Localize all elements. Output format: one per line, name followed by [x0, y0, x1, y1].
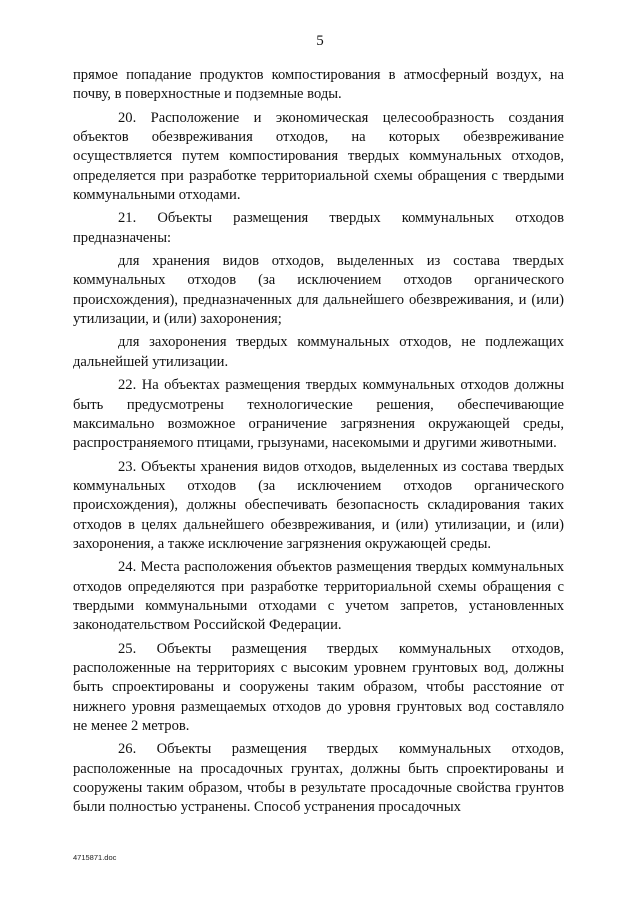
file-name-footer: 4715871.doc	[73, 853, 117, 862]
paragraph-item-21-storage: для хранения видов отходов, выделенных из состава твердых коммунальных отходов (за исключением отходов органического происхождения), предназначенных для дальнейшего обезвреживания, и (или) утилизации, и (или) захоронения;	[73, 253, 564, 328]
paragraph-continuation: прямое попадание продуктов компостирования в атмосферный воздух, на почву, в поверхностные и подземные воды.	[73, 67, 564, 103]
paragraph-item-22: 22. На объектах размещения твердых коммунальных отходов должны быть предусмотрены технологические решения, обеспечивающие максимально возможное ограничение загрязнения окружающей среды, распространяемого птицами, грызунами, насекомыми и другими животными.	[73, 377, 564, 452]
paragraph-item-25: 25. Объекты размещения твердых коммунальных отходов, расположенные на территориях с высоким уровнем грунтовых вод, должны быть спроектированы и сооружены таким образом, чтобы расстояние от нижнего уровня размещаемых отходов до уровня грунтовых вод составляло не менее 2 метров.	[73, 640, 564, 734]
document-body	[73, 66, 564, 818]
paragraph-item-21-burial: для захоронения твердых коммунальных отходов, не подлежащих дальнейшей утилизации.	[73, 334, 564, 370]
paragraph-item-23: 23. Объекты хранения видов отходов, выделенных из состава твердых коммунальных отходов (за исключением отходов органического происхождения), должны обеспечивать безопасность складирования таких отходов в целях дальнейшего обезвреживания, и (или) утилизации, и (или) захоронения, а также исключение загрязнения окружающей среды.	[73, 458, 564, 552]
paragraph-item-20: 20. Расположение и экономическая целесообразность создания объектов обезвреживания отходов, на которых обезвреживание осуществляется путем компостирования твердых коммунальных отходов, определяется при разработке территориальной схемы обращения с твердыми коммунальными отходами.	[73, 109, 564, 204]
paragraph-item-21: 21. Объекты размещения твердых коммунальных отходов предназначены:	[73, 210, 564, 246]
paragraph-item-24: 24. Места расположения объектов размещения твердых коммунальных отходов определяются при разработке территориальной схемы обращения с твердыми коммунальными отходами с учетом запретов, установленных законодательством Российской Федерации.	[73, 559, 564, 634]
page-number: 5	[316, 33, 324, 49]
paragraph-item-26: 26. Объекты размещения твердых коммунальных отходов, расположенные на просадочных грунтах, должны быть спроектированы и сооружены таким образом, чтобы в результате просадочные свойства грунтов были полностью устранены. Способ устранения просадочных	[73, 741, 564, 816]
